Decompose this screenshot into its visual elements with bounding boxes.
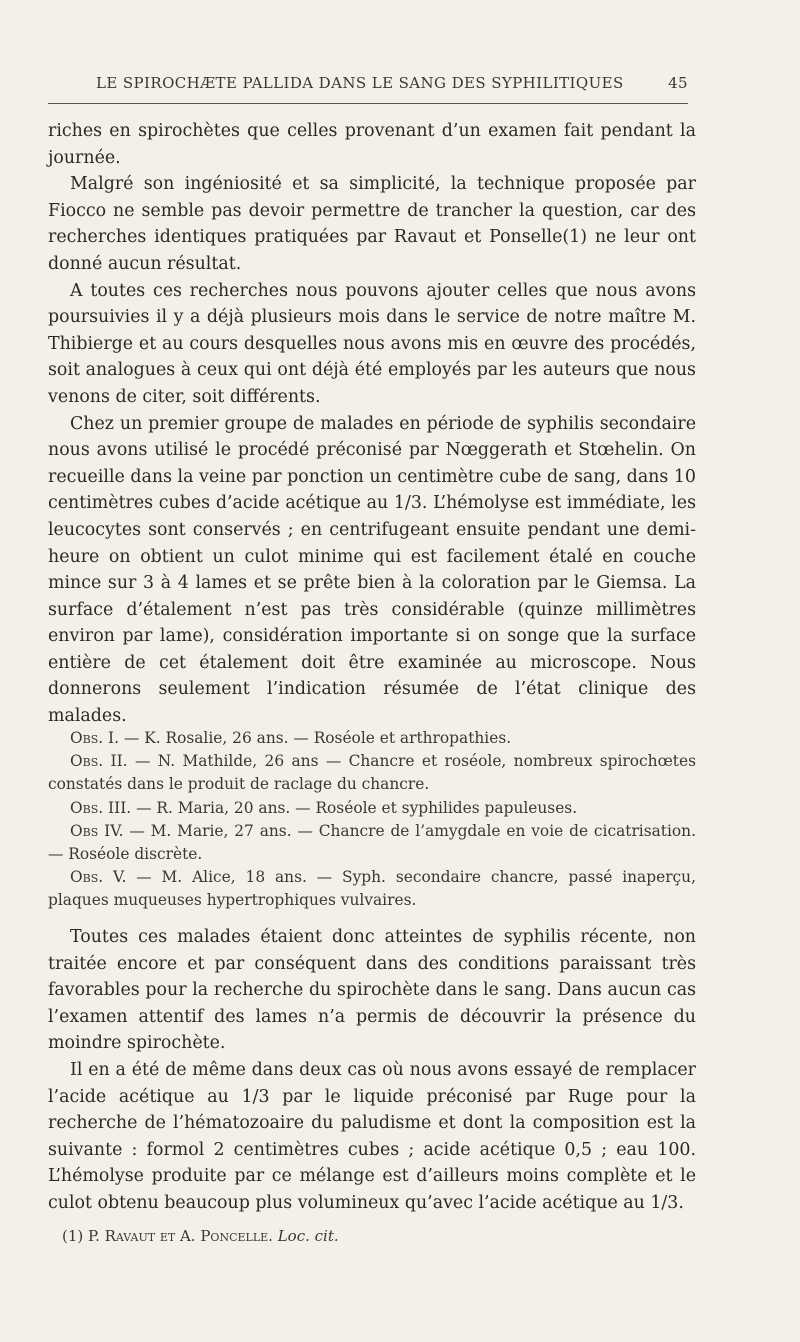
paragraph: A toutes ces recherches nous pouvons ajouter celles que nous avons poursuivies il y a déjà plusieurs mois dans le service de notre maître M. Thibierge et au cours desquelles nous avons mis en œuvre des procédés, soit analogues à ceux qui ont déjà été employés par les auteurs que nous venons de citer, soit différents. xyxy=(48,280,696,407)
obs-label: Obs xyxy=(70,821,99,840)
obs-text: — M. Marie, 27 ans. — Chancre de l’amygdale en voie de cicatrisation. — Roséole discrète. xyxy=(48,821,696,864)
paragraph: Chez un premier groupe de malades en période de syphilis secondaire nous avons utilisé le procédé préconisé par Nœggerath et Stœhelin. On recueille dans la veine par ponction un centimètre cube de sang, dans 10 centimètres cubes d’acide acétique au 1/3. L’hémolyse est immédiate, les leucocytes sont conservés ; en centrifugeant ensuite pendant une demi-heure on obtient un culot minime qui est facilement étalé en couche mince sur 3 à 4 lames et se prête bien à la coloration par le Giemsa. La surface d’étalement n’est pas très considérable (quinze millimètres environ par lame), considération importante si on songe que la surface entière de cet étalement doit être examinée au microscope. Nous donnerons seulement l’indication résumée de l’état clinique des malades. xyxy=(48,413,696,727)
obs-label: Obs. xyxy=(70,798,104,817)
header-rule xyxy=(48,103,688,104)
paragraph: riches en spirochètes que celles provenant d’un examen fait pendant la journée. xyxy=(48,121,696,168)
observation-item xyxy=(48,750,696,796)
obs-text: — K. Rosalie, 26 ans. — Roséole et arthropathies. xyxy=(123,729,512,747)
paragraph: Malgré son ingéniosité et sa simplicité, la technique proposée par Fiocco ne semble pas devoir permettre de trancher la question, car des recherches identiques pratiquées par Ravaut et Ponselle(1) ne leur ont donné aucun résultat. xyxy=(48,174,696,274)
footnote-ref: Loc. cit. xyxy=(277,1227,339,1245)
page-number: 45 xyxy=(668,74,688,92)
observation-item xyxy=(48,866,696,912)
obs-text: — N. Mathilde, 26 ans — Chancre et roséole, nombreux spirochœtes constatés dans le produit de raclage du chancre. xyxy=(48,752,696,794)
running-title: LE SPIROCHÆTE PALLIDA DANS LE SANG DES SYPHILITIQUES xyxy=(96,74,624,92)
footnote-authors: P. Ravaut et A. Poncelle. xyxy=(88,1227,273,1245)
obs-text: — M. Alice, 18 ans. — Syph. secondaire chancre, passé inaperçu, plaques muqueuses hypertrophiques vulvaires. xyxy=(48,868,696,910)
observations-list xyxy=(48,727,696,913)
paragraph: Il en a été de même dans deux cas où nous avons essayé de remplacer l’acide acétique au 1/3 par le liquide préconisé par Ruge pour la recherche de l’hématozoaire du paludisme et dont la composition est la suivante : formol 2 centimètres cubes ; acide acétique 0,5 ; eau 100. L’hémolyse produite par ce mélange est d’ailleurs moins complète et le culot obtenu beaucoup plus volumineux qu’avec l’acide acétique au 1/3. xyxy=(48,1059,696,1213)
obs-number: V. xyxy=(113,868,127,887)
observation-item xyxy=(48,820,696,866)
obs-number: IV. xyxy=(104,821,124,840)
paragraph: Toutes ces malades étaient donc atteintes de syphilis récente, non traitée encore et par conséquent dans des conditions paraissant très favorables pour la recherche du spirochète dans le sang. Dans aucun cas l’examen attentif des lames n’a permis de découvrir la présence du moindre spirochète. xyxy=(48,927,696,1054)
body-text xyxy=(48,118,696,730)
obs-label: Obs. xyxy=(70,752,104,771)
obs-text: — R. Maria, 20 ans. — Roséole et syphilides papuleuses. xyxy=(136,798,578,817)
obs-number: II. xyxy=(110,752,128,771)
obs-label: Obs. xyxy=(70,729,104,747)
obs-label: Obs. xyxy=(70,868,104,887)
observation-item xyxy=(48,727,696,750)
body-text-continued xyxy=(48,924,696,1217)
footnote-marker: (1) xyxy=(62,1227,84,1245)
obs-number: I. xyxy=(108,729,120,747)
obs-number: III. xyxy=(108,798,132,817)
footnote xyxy=(62,1226,702,1246)
observation-item xyxy=(48,797,696,820)
